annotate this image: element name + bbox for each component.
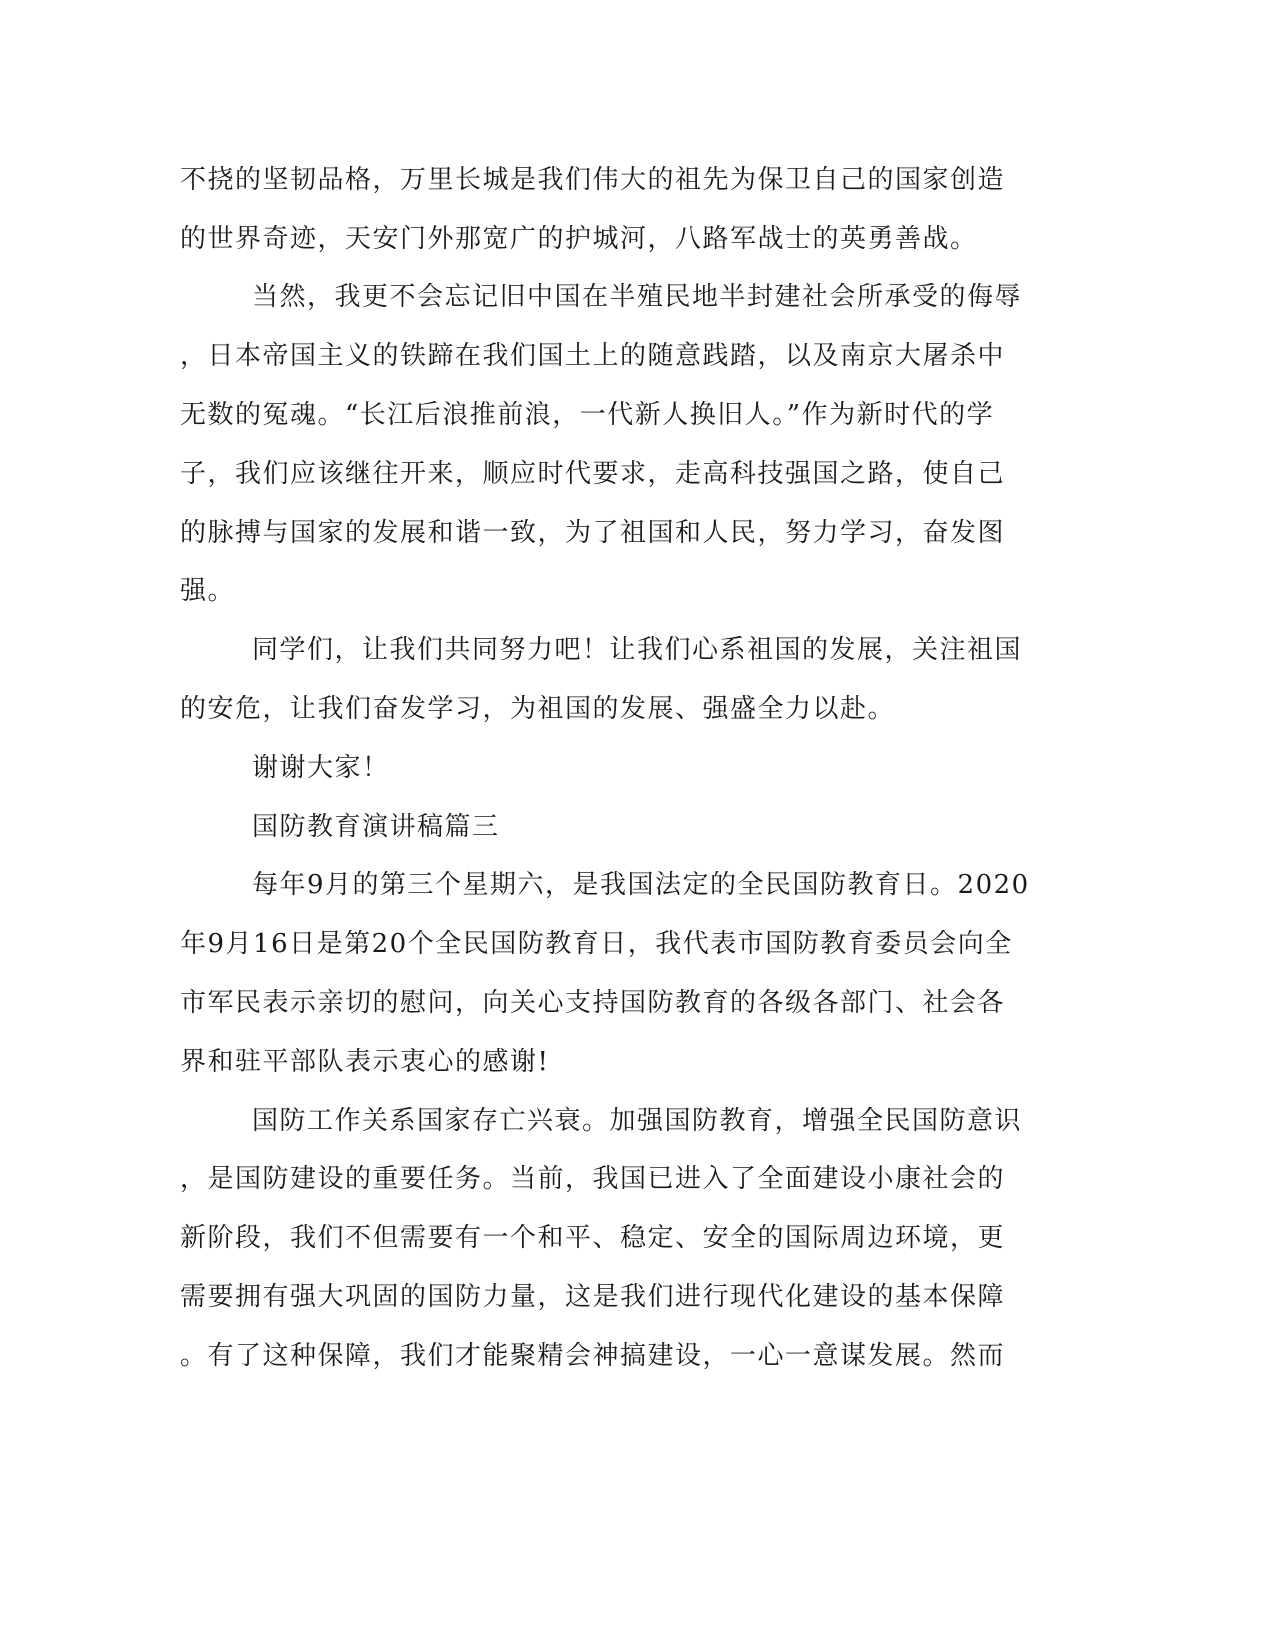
text-line: 需要拥有强大巩固的国防力量，这是我们进行现代化建设的基本保障 [180,1282,1006,1312]
text-line: ，日本帝国主义的铁蹄在我们国土上的随意践踏，以及南京大屠杀中 [180,341,1006,371]
text-line: 谢谢大家！ [252,753,390,783]
text-line: 的脉搏与国家的发展和谐一致，为了祖国和人民，努力学习，奋发图 [180,518,1006,548]
text-line: 无数的冤魂。“长江后浪推前浪，一代新人换旧人。”作为新时代的学 [180,400,995,430]
text-line: 强。 [180,576,236,606]
text-line: 新阶段，我们不但需要有一个和平、稳定、安全的国际周边环境，更 [180,1223,1006,1253]
text-line: 。有了这种保障，我们才能聚精会神搞建设，一心一意谋发展。然而 [180,1341,1006,1371]
text-line: 不挠的坚韧品格，万里长城是我们伟大的祖先为保卫自己的国家创造 [180,165,1006,195]
text-line: 年9月16日是第20个全民国防教育日，我代表市国防教育委员会向全 [180,929,1013,959]
text-line: 子，我们应该继往开来，顺应时代要求，走高科技强国之路，使自己 [180,459,1006,489]
text-line: 界和驻平部队表示衷心的感谢! [180,1047,550,1077]
text-line: 同学们，让我们共同努力吧！让我们心系祖国的发展，关注祖国 [252,635,1023,665]
text-line: 市军民表示亲切的慰问，向关心支持国防教育的各级各部门、社会各 [180,988,1006,1018]
text-line: ，是国防建设的重要任务。当前，我国已进入了全面建设小康社会的 [180,1164,1006,1194]
text-line: 的世界奇迹，天安门外那宽广的护城河，八路军战士的英勇善战。 [180,224,978,254]
section-heading: 国防教育演讲稿篇三 [252,812,500,842]
text-line: 国防工作关系国家存亡兴衰。加强国防教育，增强全民国防意识 [252,1106,1023,1136]
text-line: 的安危，让我们奋发学习，为祖国的发展、强盛全力以赴。 [180,694,896,724]
text-line: 当然，我更不会忘记旧中国在半殖民地半封建社会所承受的侮辱 [252,282,1023,312]
text-line: 每年9月的第三个星期六，是我国法定的全民国防教育日。2020 [252,870,1030,900]
